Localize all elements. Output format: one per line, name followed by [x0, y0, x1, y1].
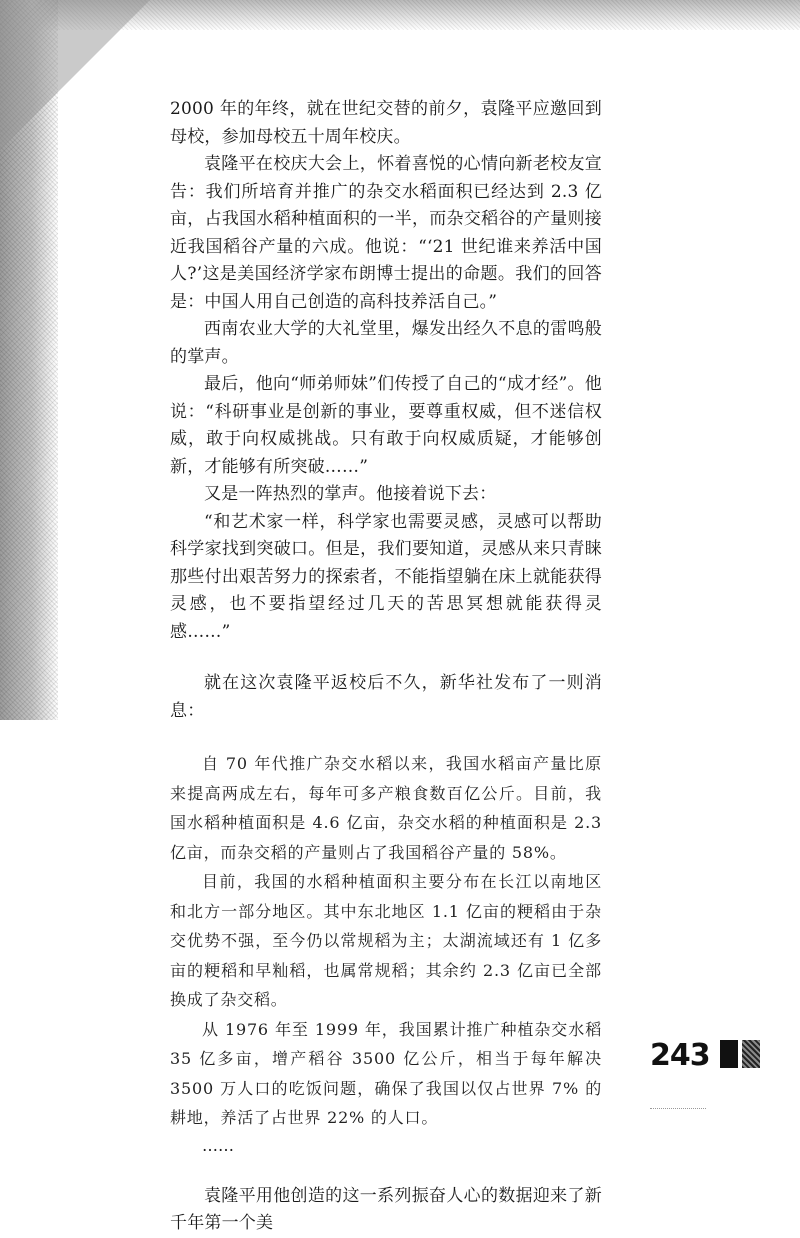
paragraph-4: 最后，他向“师弟师妹”们传授了自己的“成才经”。他说：“科研事业是创新的事业，要尊重权威，但不迷信权威，敢于向权威挑战。只有敢于向权威质疑，才能够创新，才能够有所突破……”: [170, 374, 602, 477]
news-quote-1: 自 70 年代推广杂交水稻以来，我国水稻亩产量比原来提高两成左右，每年可多产粮食数百亿公斤。目前，我国水稻种植面积是 4.6 亿亩，杂交水稻的种植面积是 2.3 亿亩，而杂交稻的产量则占了我国稻谷产量的 58%。: [170, 754, 602, 862]
news-quote-3: 从 1976 年至 1999 年，我国累计推广种植杂交水稻 35 亿多亩，增产稻谷 3500 亿公斤，相当于每年解决 3500 万人口的吃饭问题，确保了我国以仅占世界 7% 的耕地，养活了占世界 22% 的人口。: [170, 1019, 602, 1127]
quote-ellipsis: ……: [202, 1135, 234, 1155]
paragraph-5: 又是一阵热烈的掌声。他接着说下去：: [204, 484, 497, 504]
body-text: [170, 96, 602, 1238]
paragraph-2: 袁隆平在校庆大会上，怀着喜悦的心情向新老校友宣告：我们所培育并推广的杂交水稻面积已经达到 2.3 亿亩，占我国水稻种植面积的一半，而杂交稻谷的产量则接近我国稻谷产量的六成。他说：“‘21 世纪谁来养活中国人?’这是美国经济学家布朗博士提出的命题。我们的回答是：中国人用自己创造的高科技养活自己。”: [170, 154, 602, 312]
paragraph-3: 西南农业大学的大礼堂里，爆发出经久不息的雷鸣般的掌声。: [170, 319, 602, 367]
page-marker-hatched: [742, 1040, 760, 1068]
page-marker-solid: [720, 1040, 738, 1068]
news-quote-2: 目前，我国的水稻种植面积主要分布在长江以南地区和北方一部分地区。其中东北地区 1.1 亿亩的粳稻由于杂交优势不强，至今仍以常规稻为主；太湖流域还有 1 亿多亩的粳稻和早籼稻，也属常规稻；其余约 2.3 亿亩已全部换成了杂交稻。: [170, 872, 602, 1009]
paragraph-6: “和艺术家一样，科学家也需要灵感，灵感可以帮助科学家找到突破口。但是，我们要知道，灵感从来只青睐那些付出艰苦努力的探索者，不能指望躺在床上就能获得灵感，也不要指望经过几天的苦思冥想就能获得灵感……”: [170, 511, 602, 642]
paragraph-7: 就在这次袁隆平返校后不久，新华社发布了一则消息：: [170, 673, 602, 721]
closing-paragraph: 袁隆平用他创造的这一系列振奋人心的数据迎来了新千年第一个美: [170, 1185, 602, 1233]
paragraph-1: 2000 年的年终，就在世纪交替的前夕，袁隆平应邀回到母校，参加母校五十周年校庆。: [170, 99, 602, 147]
paragraph-gap: [170, 1159, 602, 1183]
scan-artifact-dots: [650, 1108, 706, 1110]
paragraph-gap: [170, 725, 602, 749]
paragraph-gap: [170, 646, 602, 670]
scan-shadow-corner: [0, 0, 150, 150]
page-number: 243: [650, 1038, 710, 1073]
